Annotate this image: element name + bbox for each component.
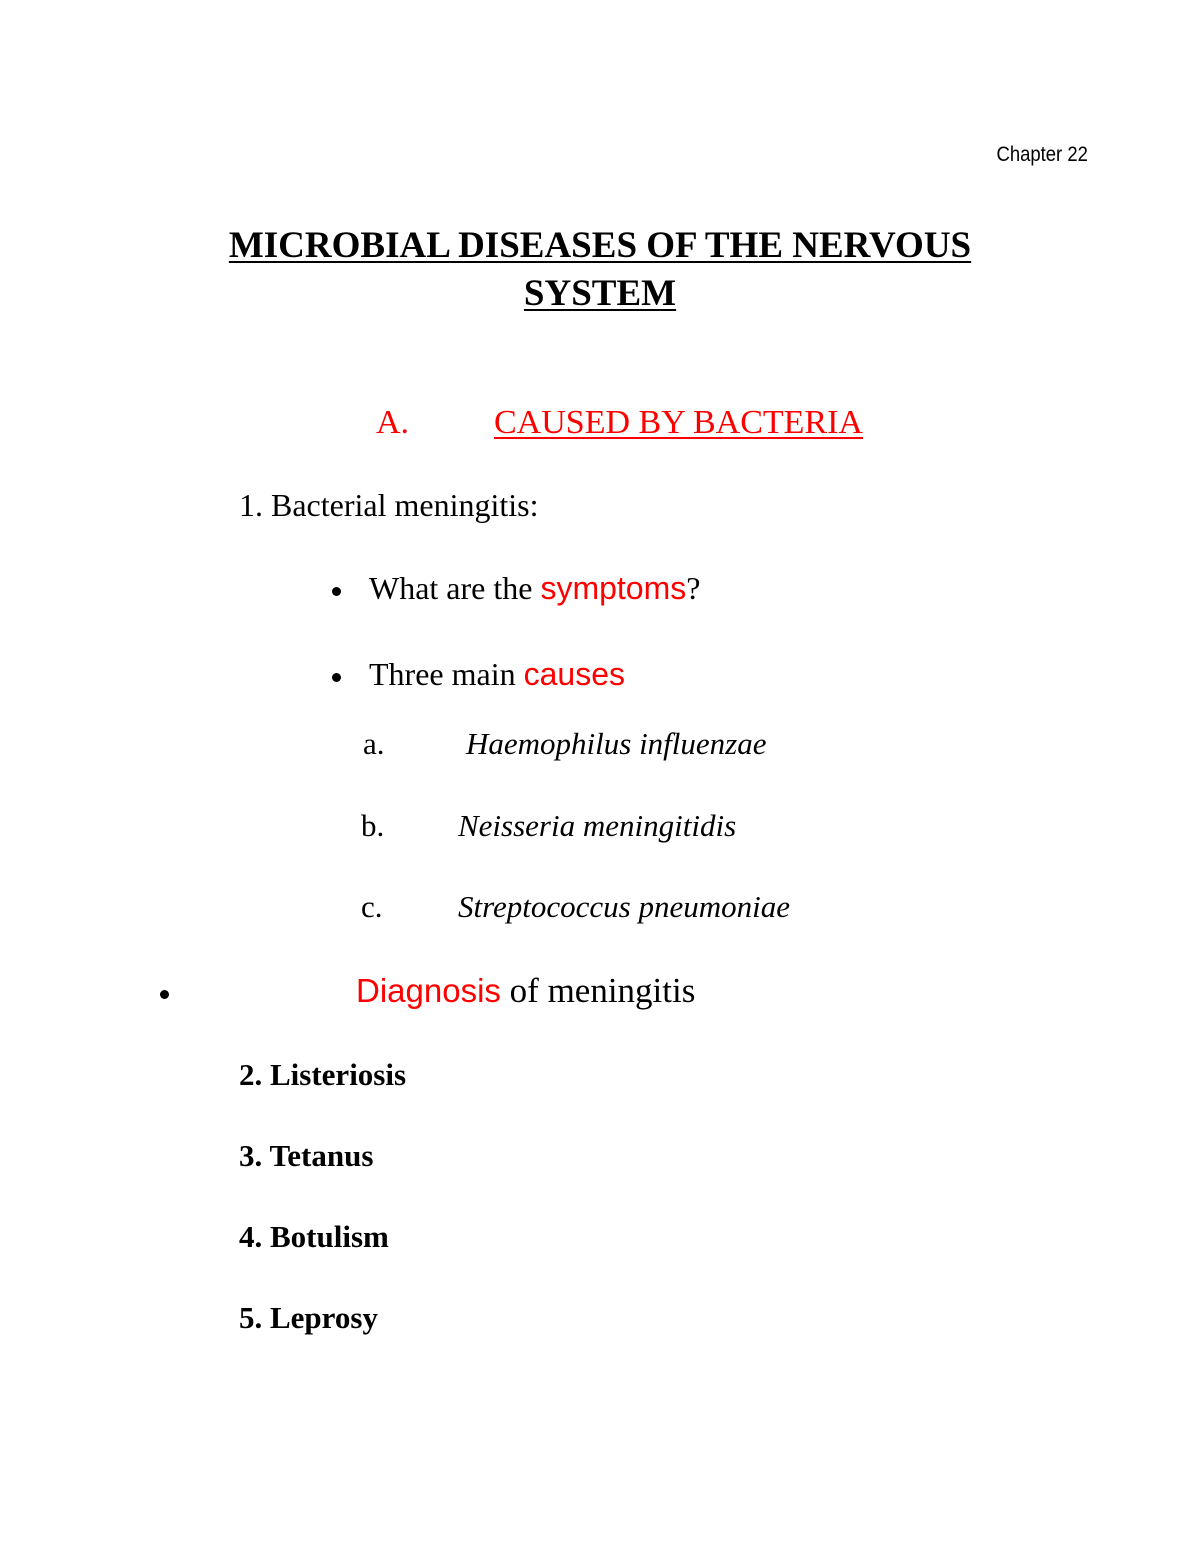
item-leprosy: 5. Leprosy	[239, 1300, 378, 1335]
bullet-causes-text: Three main	[369, 656, 524, 692]
bullet-icon	[332, 673, 341, 682]
section-a-letter: A.	[376, 404, 410, 441]
bullet-causes	[369, 656, 625, 693]
item-bacterial-meningitis: 1. Bacterial meningitis:	[239, 487, 539, 523]
diagnosis-rest: of meningitis	[500, 971, 696, 1010]
cause-label-b: b.	[361, 808, 385, 843]
cause-name-c: Streptococcus pneumoniae	[458, 889, 791, 924]
cause-name-a: Haemophilus influenzae	[466, 726, 767, 761]
page-title-line-2: SYSTEM	[523, 273, 677, 314]
bullet-icon	[332, 587, 341, 596]
diagnosis-line	[356, 971, 695, 1011]
page-title-line-1: MICROBIAL DISEASES OF THE NERVOUS	[228, 225, 972, 266]
bullet-causes-highlight: causes	[523, 656, 625, 692]
page-title	[0, 222, 1200, 318]
bullet-symptoms	[369, 570, 700, 607]
cause-label-c: c.	[361, 889, 383, 924]
bullet-symptoms-after: ?	[686, 570, 701, 606]
bullet-symptoms-highlight: symptoms	[540, 570, 687, 606]
cause-label-a: a.	[363, 726, 385, 761]
item-botulism: 4. Botulism	[239, 1219, 389, 1254]
bullet-icon	[160, 990, 169, 999]
item-listeriosis: 2. Listeriosis	[239, 1057, 407, 1092]
bullet-symptoms-text: What are the	[369, 570, 541, 606]
cause-name-b: Neisseria meningitidis	[458, 808, 737, 843]
chapter-label: Chapter 22	[996, 143, 1088, 166]
section-a-title: CAUSED BY BACTERIA	[494, 404, 863, 441]
diagnosis-highlight: Diagnosis	[356, 972, 501, 1009]
item-tetanus: 3. Tetanus	[239, 1138, 374, 1173]
